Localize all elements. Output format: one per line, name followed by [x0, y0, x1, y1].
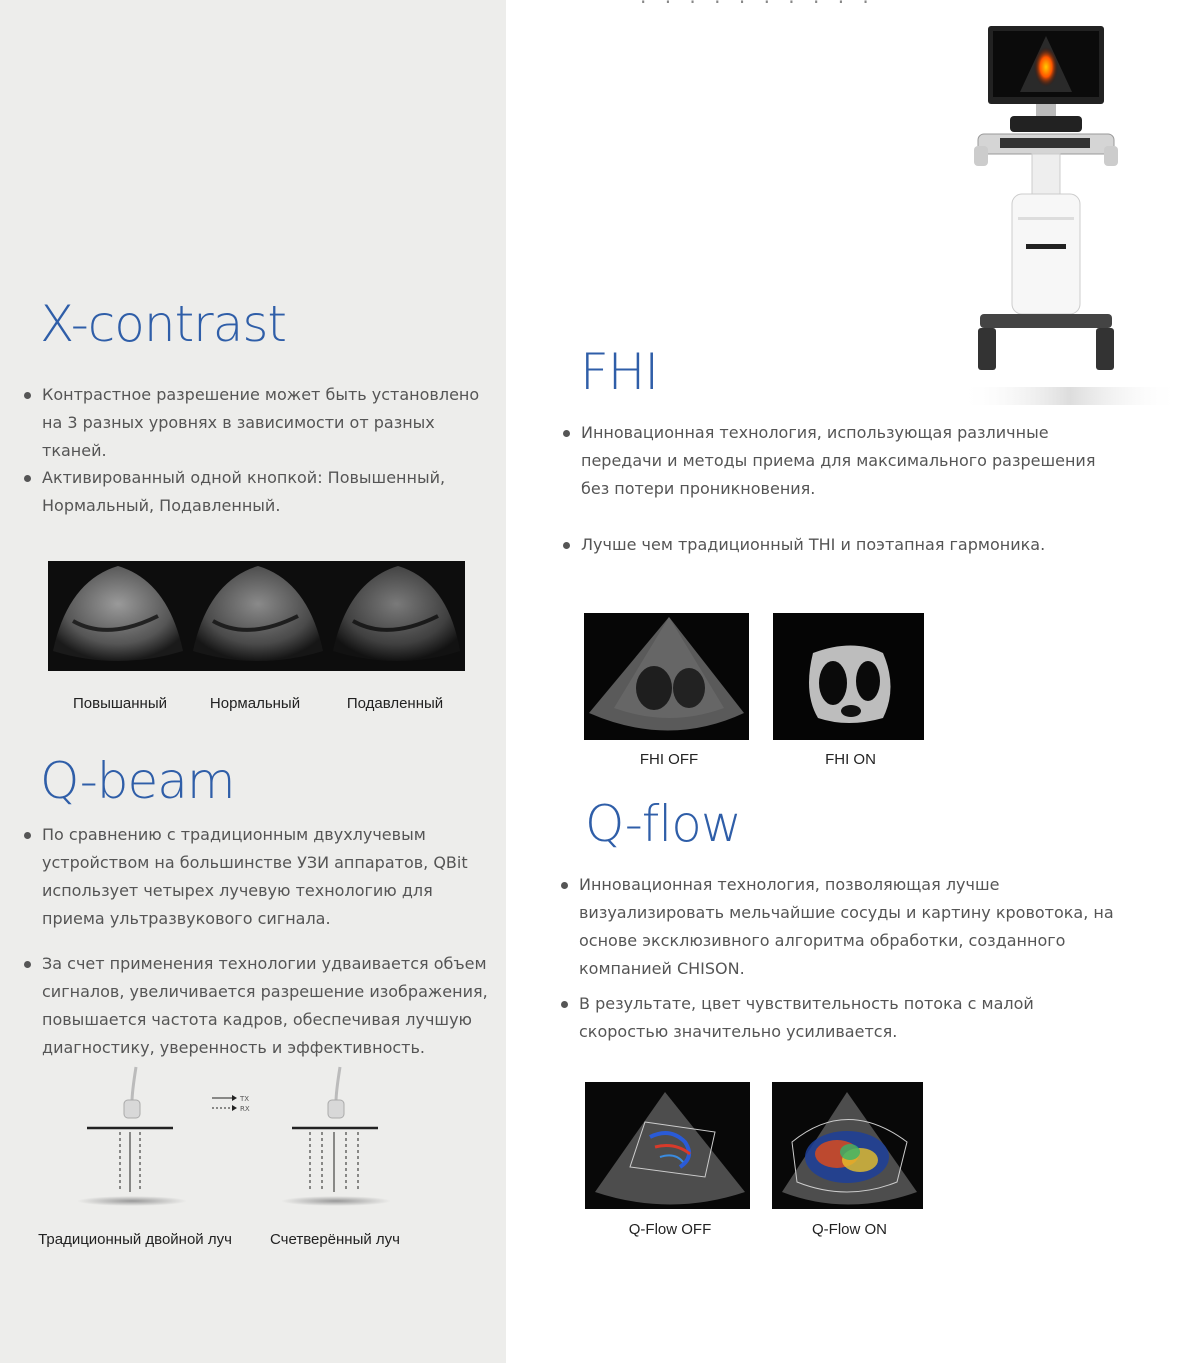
qbeam-caption-right: Счетверённый луч: [270, 1231, 400, 1248]
fhi-on-image: [773, 613, 924, 740]
probe-icon-right: [328, 1067, 344, 1118]
qbeam-bullet-2-text: За счет применения технологии удваивается объем сигналов, увеличивается разрешение изображения, повышается частота кадров, обеспечивая лучшую диагностику, уверенность и эффективность.: [42, 954, 488, 1057]
qbeam-bullet-1-text: По сравнению с традиционным двухлучевым устройством на большинстве УЗИ аппаратов, QBit использует четырех лучевую технологию для приема ультразвукового сигнала.: [42, 825, 468, 928]
bullet-dot: [24, 392, 31, 399]
fhi-title: FHI: [580, 343, 659, 401]
heart-ultrasound-on: [773, 613, 924, 740]
doppler-ultrasound-on: [772, 1082, 923, 1209]
xcontrast-caption-3: Подавленный: [346, 695, 444, 712]
liver-ultrasound-image: [48, 561, 465, 671]
bullet-dot: [563, 542, 570, 549]
qflow-off-caption: Q-Flow OFF: [628, 1221, 712, 1238]
fhi-off-caption: FHI OFF: [639, 751, 699, 768]
bullet-dot: [24, 961, 31, 968]
fhi-bullet-2-text: Лучше чем традиционный THI и поэтапная гармоника.: [581, 535, 1046, 554]
xcontrast-caption-1: Повышанный: [73, 695, 167, 712]
ultrasound-machine-image: [960, 22, 1180, 407]
qbeam-caption-left: Традиционный двойной луч: [38, 1231, 232, 1248]
probe-icon-left: [124, 1067, 140, 1118]
top-cut-text: · · · · · · · · · ·: [640, 0, 875, 14]
legend-rx: RX: [240, 1105, 250, 1113]
bullet-dot: [24, 475, 31, 482]
xcontrast-bullet-1-text: Контрастное разрешение может быть установлено на 3 разных уровнях в зависимости от разных тканей.: [42, 385, 480, 460]
bullet-dot: [563, 430, 570, 437]
fhi-bullet-2: [581, 531, 1121, 559]
fhi-off-image: [584, 613, 749, 740]
legend-tx: TX: [240, 1095, 250, 1103]
doppler-ultrasound-off: [585, 1082, 750, 1209]
qbeam-bullet-2: [42, 950, 497, 1062]
bullet-dot: [561, 1001, 568, 1008]
heart-ultrasound-off: [584, 613, 749, 740]
qbeam-title: Q-beam: [40, 752, 235, 810]
fhi-on-caption: FHI ON: [825, 751, 876, 768]
xcontrast-title: X-contrast: [40, 295, 287, 353]
xcontrast-bullet-2: [42, 464, 482, 520]
bullet-dot: [561, 882, 568, 889]
qflow-bullet-1-text: Инновационная технология, позволяющая лучше визуализировать мельчайшие сосуды и картину кровотока, на основе эксклюзивного алгоритма обработки, созданного компанией CHISON.: [579, 875, 1114, 978]
xcontrast-caption-2: Нормальный: [209, 695, 301, 712]
qflow-bullet-2-text: В результате, цвет чувствительность потока с малой скоростью значительно усиливается.: [579, 994, 1034, 1041]
qbeam-bullet-1: [42, 821, 482, 933]
qflow-title: Q-flow: [585, 795, 741, 853]
xcontrast-bullet-1: [42, 381, 504, 465]
qflow-bullet-1: [579, 871, 1124, 983]
qbeam-diagram: [60, 1062, 420, 1212]
bullet-dot: [24, 832, 31, 839]
fhi-bullet-1: [581, 419, 1121, 503]
xcontrast-bullet-2-text: Активированный одной кнопкой: Повышенный, Нормальный, Подавленный.: [42, 468, 446, 515]
qflow-on-image: [772, 1082, 923, 1209]
qflow-on-caption: Q-Flow ON: [812, 1221, 887, 1238]
xcontrast-ultrasound-strip: [48, 561, 465, 671]
fhi-bullet-1-text: Инновационная технология, использующая различные передачи и методы приема для максимального разрешения без потери проникновения.: [581, 423, 1096, 498]
qflow-bullet-2: [579, 990, 1124, 1046]
qflow-off-image: [585, 1082, 750, 1209]
